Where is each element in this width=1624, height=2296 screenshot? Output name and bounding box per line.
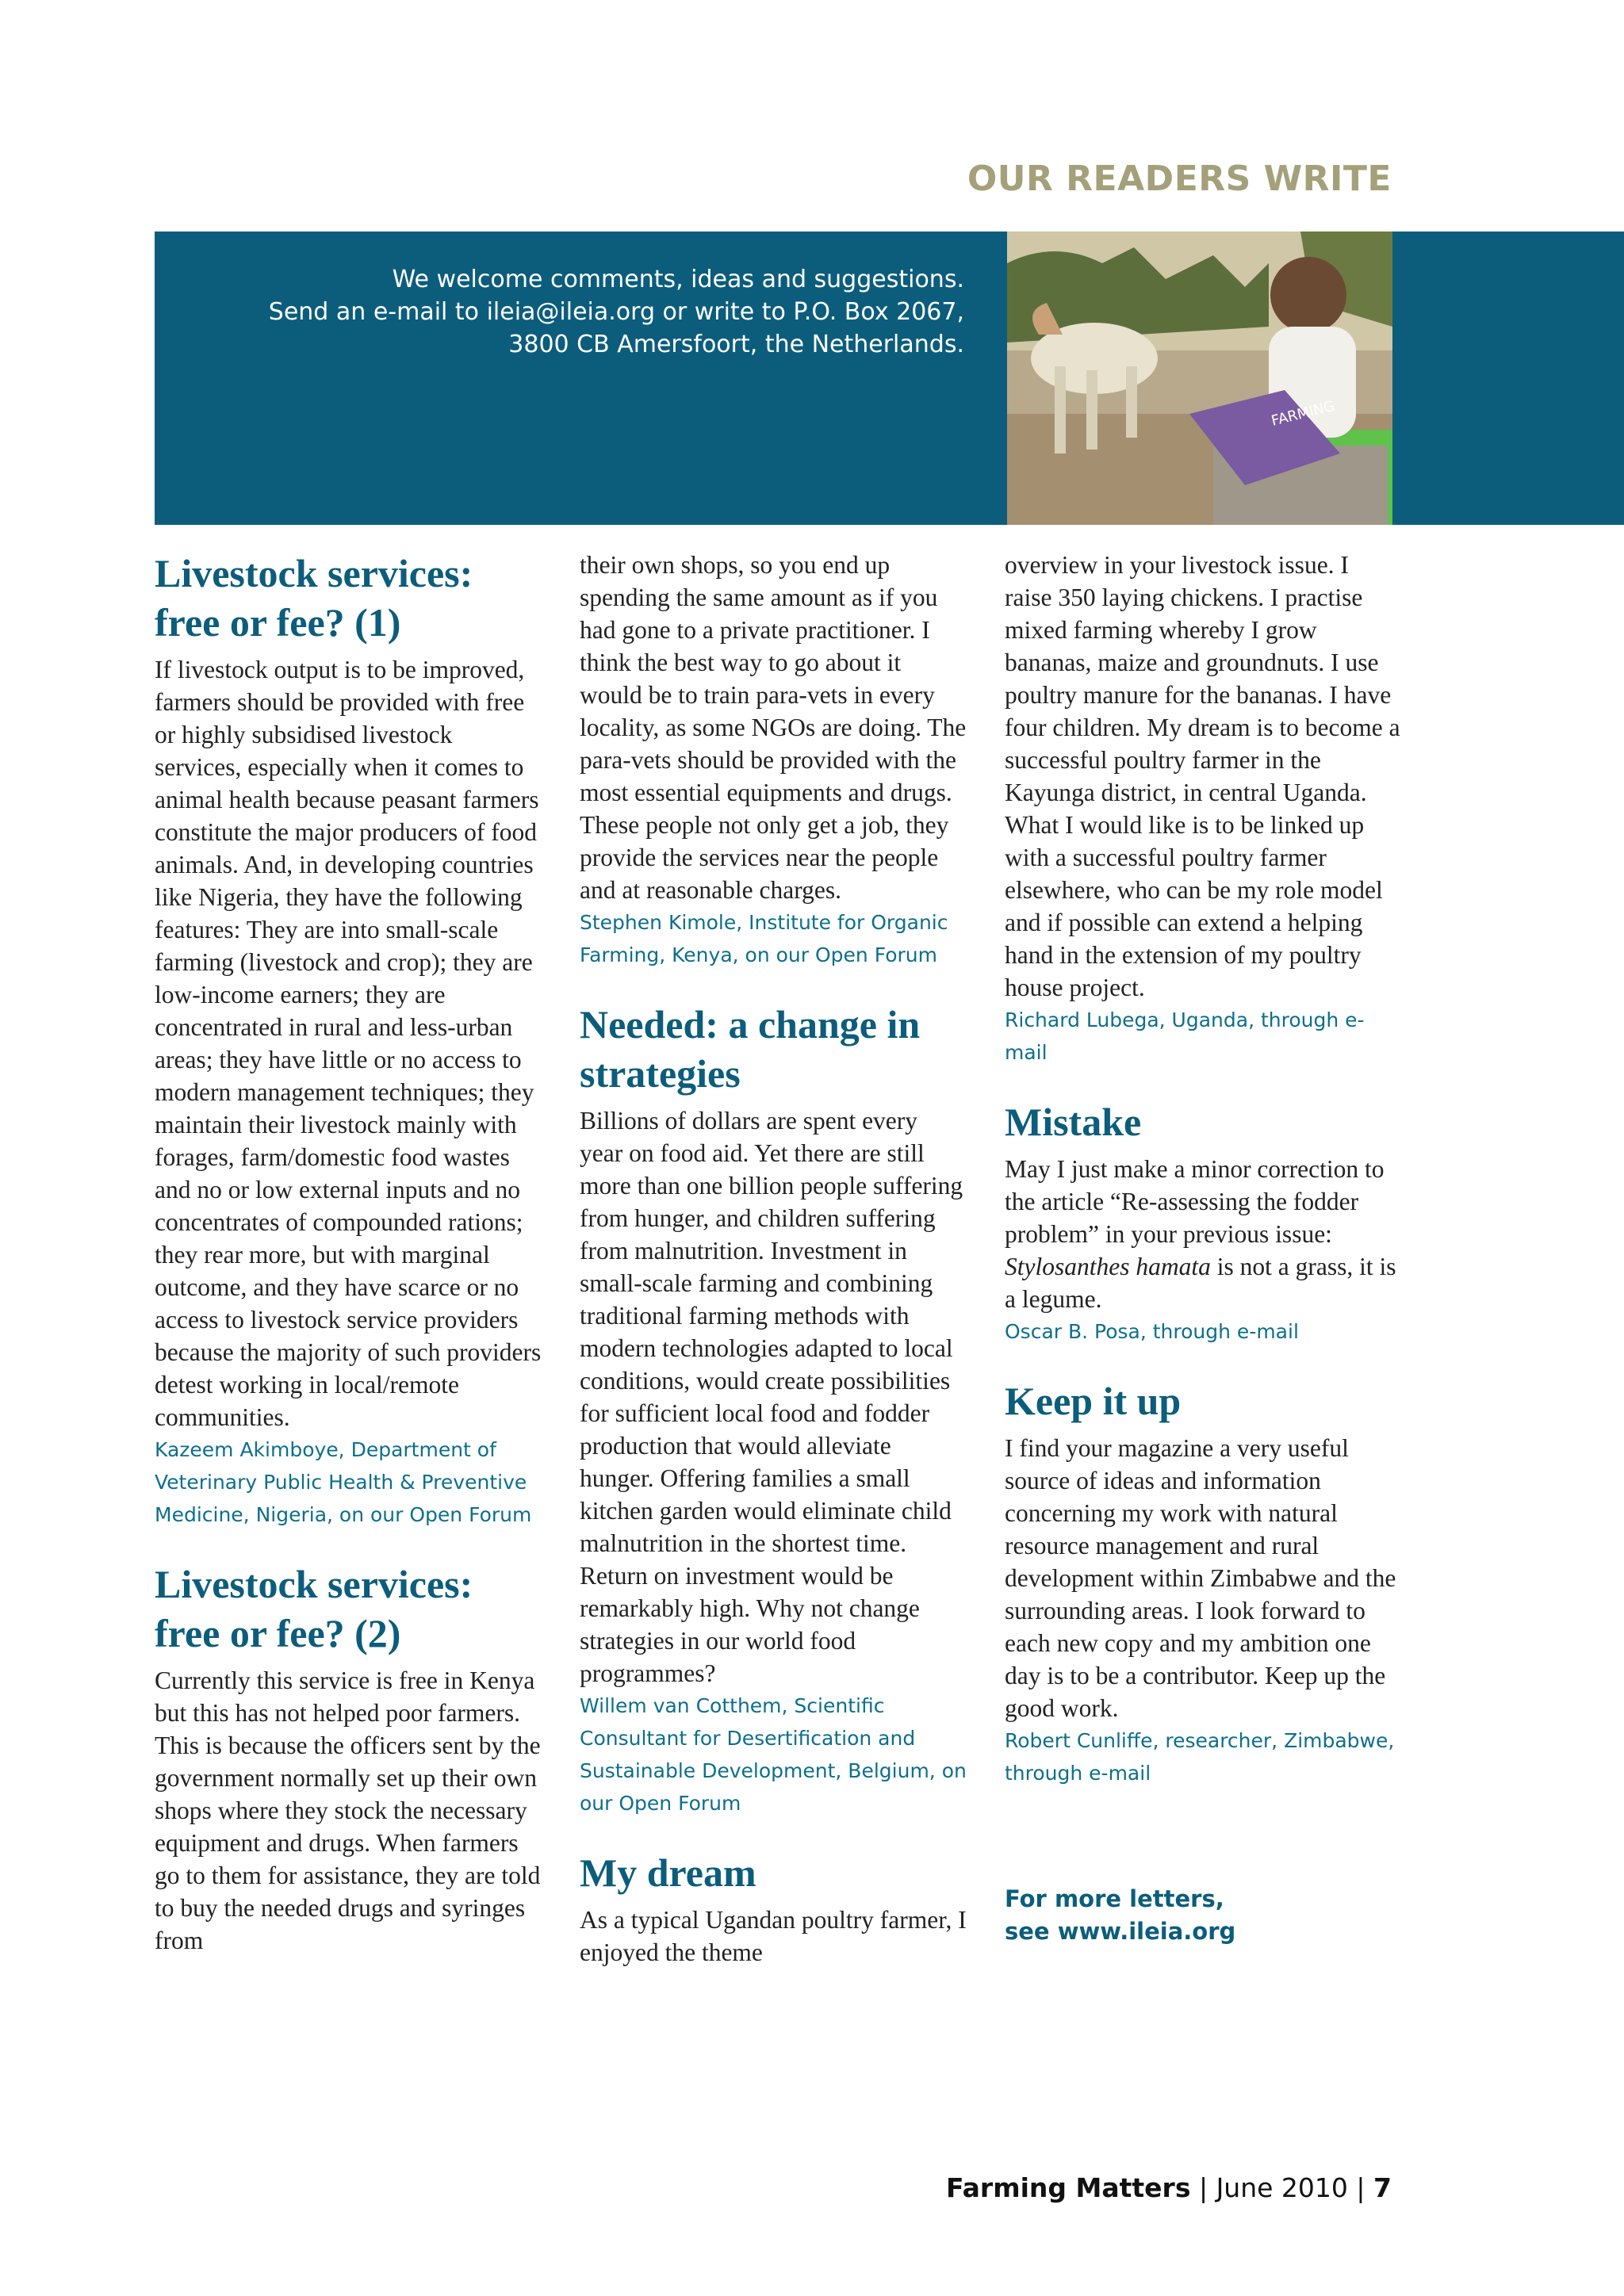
banner-line: Send an e-mail to ileia@ileia.org or write to P.O. Box 2067,	[268, 298, 964, 326]
footer-separator: |	[1190, 2172, 1216, 2203]
letter-body-text: is not a grass, it is a legume.	[1005, 1253, 1396, 1313]
letter-title: Keep it up	[1005, 1379, 1182, 1423]
page-footer	[946, 2172, 1392, 2203]
letter-body-continued: overview in your livestock issue. I raise 350 laying chickens. I practise mixed farming whereby I grow bananas, maize and groundnuts. I use poultry manure for the bananas. I have four children. My dream is to become a successful poultry farmer in the Kayunga district, in central Uganda. What I would like is to be linked up with a successful poultry farmer elsewhere, who can be my role model and if possible can extend a helping hand in the extension of my poultry house project.	[1005, 551, 1400, 1001]
letter-title: Mistake	[1005, 1100, 1142, 1144]
letter-signature: Willem van Cotthem, Scientific Consultant for Desertification and Sustainable Development, Belgium, on our Open Forum	[580, 1694, 967, 1815]
page-number: 7	[1373, 2172, 1392, 2203]
banner-text	[251, 263, 964, 361]
letter-title: My dream	[580, 1850, 756, 1895]
magazine-name: Farming Matters	[946, 2172, 1191, 2203]
letter-signature: Kazeem Akimboye, Department of Veterinary Public Health & Preventive Medicine, Nigeria, on our Open Forum	[155, 1438, 532, 1526]
column-1	[155, 549, 542, 1957]
banner-line: 3800 CB Amersfoort, the Netherlands.	[508, 331, 964, 358]
letter-body-continued: their own shops, so you end up spending the same amount as if you had gone to a private practitioner. I think the best way to go about it would be to train para-vets in every locality, as some NGOs are doing. The para-vets should be provided with the most essential equipments and drugs. These people not only get a job, they provide the services near the people and at reasonable charges.	[580, 551, 967, 904]
letter-title: Livestock services: free or fee? (1)	[155, 551, 473, 645]
letter-body: Currently this service is free in Kenya but this has not helped poor farmers. This is because the officers sent by the government normally set up their own shops where they stock the necessary equipment and drugs. When farmers go to them for assistance, they are told to buy the needed drugs and syringes from	[155, 1667, 541, 1954]
contact-banner	[155, 232, 1624, 525]
more-letters-link[interactable]: see www.ileia.org	[1005, 1918, 1236, 1945]
letter-title: Livestock services: free or fee? (2)	[155, 1562, 473, 1655]
banner-line: We welcome comments, ideas and suggestions.	[392, 266, 964, 293]
species-name: Stylosanthes hamata	[1005, 1253, 1211, 1280]
letter-body	[1005, 1153, 1401, 1315]
letter-title: Needed: a change in strategies	[580, 1002, 921, 1096]
letter-signature: Richard Lubega, Uganda, through e-mail	[1005, 1008, 1365, 1064]
section-label: OUR READERS WRITE	[967, 159, 1392, 199]
more-letters-line: For more letters,	[1005, 1885, 1224, 1912]
column-2	[580, 549, 967, 1969]
column-3	[1005, 549, 1401, 1948]
magazine-cover-text: FARMING	[1270, 397, 1337, 430]
letter-body-text: May I just make a minor correction to the article “Re-assessing the fodder problem” in your previous issue:	[1005, 1155, 1385, 1248]
letter-body: I find your magazine a very useful source of ideas and information concerning my work with natural resource management and rural development within Zimbabwe and the surrounding areas. I look forward to each new copy and my ambition one day is to be a contributor. Keep up the good work.	[1005, 1434, 1396, 1722]
letter-body: As a typical Ugandan poultry farmer, I enjoyed the theme	[580, 1906, 967, 1966]
letter-body: Billions of dollars are spent every year on food aid. Yet there are still more than one billion people suffering from hunger, and children suffering from malnutrition. Investment in small-scale farming and combining traditional farming methods with modern technologies adapted to local conditions, would create possibilities for sufficient local food and fodder production that would alleviate hunger. Offering families a small kitchen garden would eliminate child malnutrition in the shortest time. Return on investment would be remarkably high. Why not change strategies in our world food programmes?	[580, 1107, 963, 1687]
footer-separator: |	[1347, 2172, 1374, 2203]
letter-body: If livestock output is to be improved, farmers should be provided with free or highly subsidised livestock services, especially when it comes to animal health because peasant farmers constitute the major producers of food animals. And, in developing countries like Nigeria, they have the following features: They are into small-scale farming (livestock and crop); they are low-income earners; they are concentrated in rural and less-urban areas; they have little or no access to modern management techniques; they maintain their livestock mainly with forages, farm/domestic food wastes and no or low external inputs and no concentrates of compounded rations; they rear more, but with marginal outcome, and they have scarce or no access to livestock service providers because the majority of such providers detest working in local/remote communities.	[155, 656, 542, 1431]
farmer-reading-image	[1007, 232, 1392, 525]
reader-photo	[1007, 232, 1392, 525]
letter-signature: Robert Cunliffe, researcher, Zimbabwe, through e-mail	[1005, 1729, 1395, 1785]
issue-date: June 2010	[1216, 2172, 1348, 2203]
letter-signature: Stephen Kimole, Institute for Organic Farming, Kenya, on our Open Forum	[580, 911, 948, 966]
letter-signature: Oscar B. Posa, through e-mail	[1005, 1320, 1299, 1343]
